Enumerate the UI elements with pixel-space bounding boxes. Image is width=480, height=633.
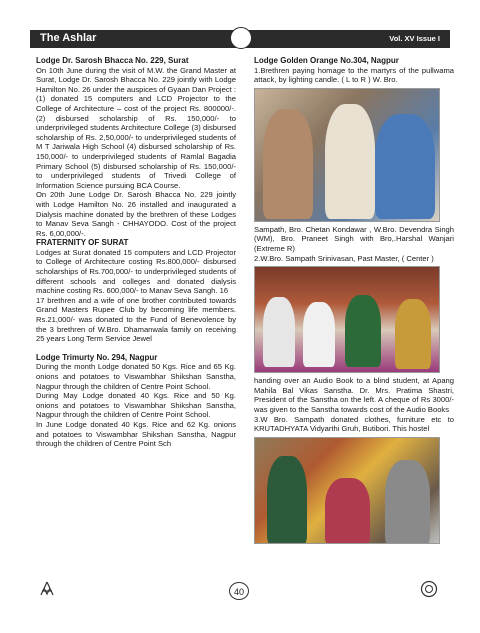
photo-candle-homage	[254, 88, 440, 222]
masonic-emblem-icon	[230, 27, 252, 49]
paragraph: In June Lodge donated 40 Kgs. Rice and 62 Kg. onions and potatoes to Viswambhar Shikshan Sanstha, Nagpur through the children of Centre Point Sch	[36, 419, 236, 449]
section-heading-golden-orange: Lodge Golden Orange No.304, Nagpur	[254, 56, 399, 65]
left-column	[36, 56, 236, 449]
paragraph: On 20th June Lodge Dr. Sarosh Bhacca No. 229 jointly with Lodge Hamilton No. 26 installed and inaugurated a Dialysis machine donated by the brethren of these Lodges to Manav Seva Sangh - CHHAYODO. Cost of the project Rs. 6,00,000/-.	[36, 190, 236, 238]
square-compass-icon	[38, 580, 56, 598]
section-heading-trimurty: Lodge Trimurty No. 294, Nagpur	[36, 352, 158, 362]
section-heading-fraternity: FRATERNITY OF SURAT	[36, 238, 129, 248]
paragraph: 1.Brethren paying homage to the martyrs of the pullwama attack, by lighting candle. ( L to R ) W. Bro.	[254, 65, 454, 85]
page-number: 40	[229, 582, 249, 600]
paragraph: During the month Lodge donated 50 Kgs. Rice and 65 Kg. onions and potatoes to Viswambhar Shikshan Sanstha, Nagpur through the children of Centre Point School.	[36, 362, 236, 391]
paragraph: On 10th June during the visit of M.W. the Grand Master at Surat, Lodge Dr. Sarosh Bhacca No. 229 jointly with Lodge Hamilton No. 26 under the auspices of Gyaan Dan Project : (1) donated 15 computers and LCD Projector to the College of Architecture – cost of the project Rs. 800000/-. (2) disbursed scholarship of Rs. 150,000/- to underprivileged students Architecture College (3) disbursed scholarship of Rs. 2,50,000/- to underprivileged students of M T Jariwala High School (4) disbursed scholarship of Rs. 150,000/- to underprivileged students of Ramlal Bagadia Primary School (5) disbursed scholarship of Rs. 150,000/- to underprivileged students of Trivedi College of Information Science pursuing BCA Course.	[36, 65, 236, 190]
paragraph: handing over an Audio Book to a blind student, at Apang Mahila Bal Vikas Sanstha. Dr. Mrs. Pratima Shastri, President of the Sanstha on the left. A cheque of Rs 3000/- was given to the Sanstha towards cost of the Audio Books	[254, 376, 454, 414]
paragraph: 3.W Bro. Sampath donated clothes, furniture etc to KRUTADHYATA Vidyarthi Gruh, Butibori. This hostel	[254, 414, 454, 434]
right-column	[254, 56, 454, 547]
page-header	[30, 30, 450, 48]
issue-label: Vol. XV Issue I	[389, 34, 440, 43]
section-heading-sarosh: Lodge Dr. Sarosh Bhacca No. 229, Surat	[36, 56, 189, 65]
paragraph: 17 brethren and a wife of one brother contributed towards Grand Masters Rupee Club by becoming life members. Rs.21,000/- was donated to the Fund of Benevolence by the 3 brethren of W.Bro. Dhamanwala family on receiving 25 years Long Term Service Jewel	[36, 295, 236, 344]
paragraph: 2.W.Bro. Sampath Srinivasan, Past Master, ( Center )	[254, 253, 434, 263]
photo-hostel-donation	[254, 437, 440, 544]
paragraph: During May Lodge donated 40 Kgs. Rice and 50 Kg. onions and potatoes to Viswambhar Shikshan Sanstha, Nagpur through the children of Centre Point School.	[36, 391, 236, 420]
paragraph: Lodges at Surat donated 15 computers and LCD Projector to College of Architecture costing Rs.800,000/- disbursed scholarships of Rs.700,000/- to underprivileged students of different schools and colleges and donated dialysis machine costing Rs. 600,000/- to Manav Seva Sangh. 16	[36, 247, 236, 296]
seal-emblem-icon	[420, 580, 438, 598]
paragraph: Sampath, Bro. Chetan Kondawar , W.Bro. Devendra Singh (WM), Bro. Praneet Singh with Bro,.Harshal Wanjari (Extreme R)	[254, 224, 454, 253]
publication-title: The Ashlar	[40, 32, 97, 44]
photo-audio-book-handover	[254, 266, 440, 373]
